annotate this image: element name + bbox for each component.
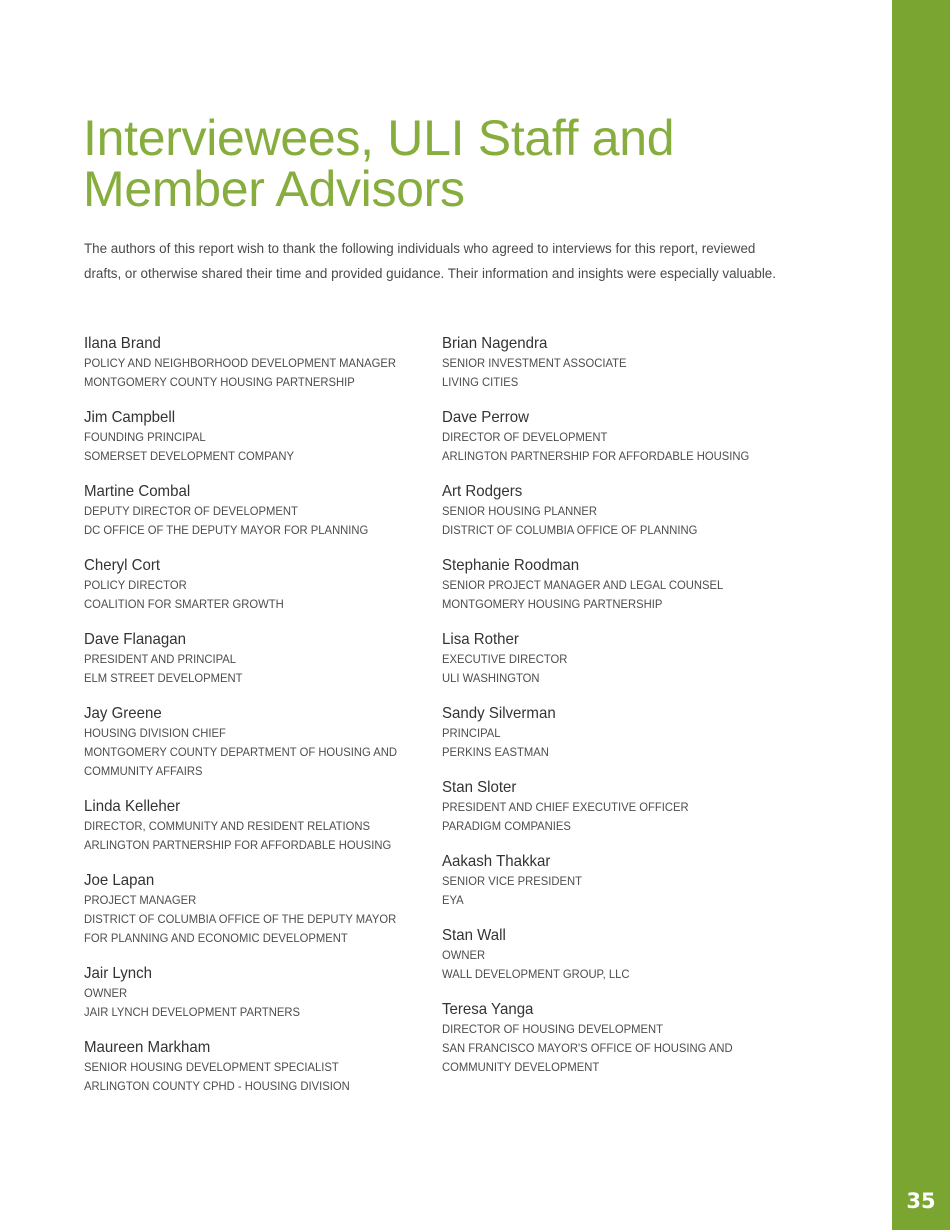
person-entry [442,629,792,688]
person-title: SENIOR HOUSING PLANNER [442,505,597,518]
person-organization: WALL DEVELOPMENT GROUP, LLC [442,968,630,981]
person-name: Aakash Thakkar [442,853,551,870]
person-name: Stephanie Roodman [442,557,580,574]
person-title: SENIOR PROJECT MANAGER AND LEGAL COUNSEL [442,579,724,592]
person-organization: DISTRICT OF COLUMBIA OFFICE OF THE DEPUTY MAYOR [84,913,397,926]
person-name: Joe Lapan [84,872,155,889]
person-organization: COMMUNITY DEVELOPMENT [442,1061,600,1074]
person-name: Lisa Rother [442,631,519,648]
person-organization: PERKINS EASTMAN [442,746,549,759]
person-title: SENIOR HOUSING DEVELOPMENT SPECIALIST [84,1061,339,1074]
person-organization: COMMUNITY AFFAIRS [84,765,203,778]
page-title [83,110,863,217]
page-number: 35 [906,1189,936,1213]
person-organization: ARLINGTON PARTNERSHIP FOR AFFORDABLE HOUSING [84,839,392,852]
people-list-right [442,333,792,1092]
person-entry [84,870,434,948]
person-entry [84,703,434,781]
person-title: DIRECTOR OF HOUSING DEVELOPMENT [442,1023,663,1036]
person-entry [84,796,434,855]
person-organization: DC OFFICE OF THE DEPUTY MAYOR FOR PLANNING [84,524,369,537]
person-entry [442,703,792,762]
person-entry [442,851,792,910]
person-name: Art Rodgers [442,483,523,500]
person-name: Linda Kelleher [84,798,181,815]
person-name: Brian Nagendra [442,335,548,352]
person-organization: DISTRICT OF COLUMBIA OFFICE OF PLANNING [442,524,698,537]
person-name: Maureen Markham [84,1039,211,1056]
person-title: FOUNDING PRINCIPAL [84,431,206,444]
person-organization: SOMERSET DEVELOPMENT COMPANY [84,450,294,463]
person-name: Martine Combal [84,483,191,500]
person-name: Ilana Brand [84,335,161,352]
person-name: Cheryl Cort [84,557,161,574]
person-entry [442,777,792,836]
person-organization: EYA [442,894,464,907]
person-title: POLICY DIRECTOR [84,579,187,592]
person-organization: SAN FRANCISCO MAYOR'S OFFICE OF HOUSING AND [442,1042,733,1055]
person-entry [84,963,434,1022]
people-list-left [84,333,434,1111]
person-title: HOUSING DIVISION CHIEF [84,727,226,740]
person-organization: LIVING CITIES [442,376,519,389]
person-title: OWNER [84,987,128,1000]
person-entry [442,555,792,614]
person-name: Jim Campbell [84,409,176,426]
person-organization: ULI WASHINGTON [442,672,540,685]
person-entry [442,333,792,392]
person-organization: ARLINGTON COUNTY CPHD - HOUSING DIVISION [84,1080,350,1093]
page-title-line: Interviewees, ULI Staff and [83,110,675,166]
person-organization: COALITION FOR SMARTER GROWTH [84,598,284,611]
person-entry [442,407,792,466]
person-name: Stan Wall [442,927,506,944]
intro-paragraph: The authors of this report wish to thank the following individuals who agreed to interviews for this report, reviewed drafts, or otherwise shared their time and provided guidance. Their information and insights were especially valuable. [84,241,776,281]
person-entry [84,1037,434,1096]
person-organization: ARLINGTON PARTNERSHIP FOR AFFORDABLE HOUSING [442,450,750,463]
page-title-line: Member Advisors [83,161,465,217]
person-entry [84,629,434,688]
person-entry [442,999,792,1077]
person-title: SENIOR VICE PRESIDENT [442,875,582,888]
person-organization: PARADIGM COMPANIES [442,820,571,833]
person-title: DIRECTOR, COMMUNITY AND RESIDENT RELATIONS [84,820,370,833]
person-entry [442,925,792,984]
person-title: DEPUTY DIRECTOR OF DEVELOPMENT [84,505,298,518]
person-organization: MONTGOMERY COUNTY HOUSING PARTNERSHIP [84,376,355,389]
person-organization: JAIR LYNCH DEVELOPMENT PARTNERS [84,1006,301,1019]
person-entry [84,407,434,466]
person-entry [84,481,434,540]
person-title: PRINCIPAL [442,727,501,740]
person-title: PROJECT MANAGER [84,894,197,907]
person-entry [84,555,434,614]
person-entry [442,481,792,540]
person-name: Teresa Yanga [442,1001,534,1018]
person-title: SENIOR INVESTMENT ASSOCIATE [442,357,627,370]
person-title: PRESIDENT AND PRINCIPAL [84,653,237,666]
person-title: OWNER [442,949,486,962]
person-title: DIRECTOR OF DEVELOPMENT [442,431,608,444]
person-name: Dave Flanagan [84,631,187,648]
person-organization: MONTGOMERY COUNTY DEPARTMENT OF HOUSING AND [84,746,398,759]
person-name: Dave Perrow [442,409,529,426]
person-name: Stan Sloter [442,779,517,796]
person-organization: ELM STREET DEVELOPMENT [84,672,243,685]
person-title: PRESIDENT AND CHIEF EXECUTIVE OFFICER [442,801,689,814]
person-name: Sandy Silverman [442,705,556,722]
person-name: Jay Greene [84,705,162,722]
person-organization: MONTGOMERY HOUSING PARTNERSHIP [442,598,663,611]
person-title: EXECUTIVE DIRECTOR [442,653,568,666]
person-entry [84,333,434,392]
person-title: POLICY AND NEIGHBORHOOD DEVELOPMENT MANAGER [84,357,397,370]
side-accent-bar [892,0,950,1230]
person-name: Jair Lynch [84,965,152,982]
person-organization: FOR PLANNING AND ECONOMIC DEVELOPMENT [84,932,348,945]
